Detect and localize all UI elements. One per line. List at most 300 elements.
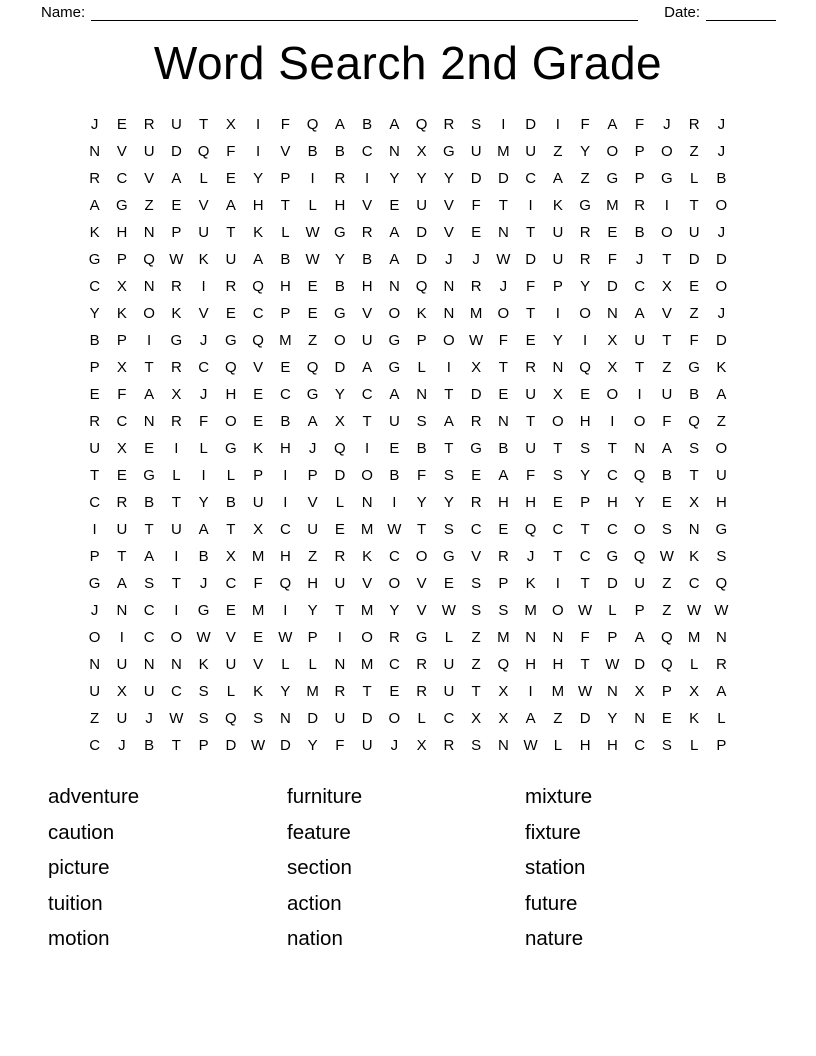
grid-letter: G: [197, 602, 210, 619]
grid-letter: N: [334, 656, 346, 673]
grid-letter: D: [470, 386, 482, 403]
grid-letter: R: [688, 116, 700, 133]
grid-letter: Q: [715, 575, 728, 592]
grid-letter: O: [225, 413, 237, 430]
grid-letter: X: [689, 494, 700, 511]
grid-letter: V: [362, 197, 373, 214]
grid-letter: W: [496, 251, 511, 268]
grid-letter: F: [580, 629, 590, 646]
grid-letter: D: [606, 575, 618, 592]
grid-letter: S: [471, 575, 482, 592]
grid-letter: R: [143, 116, 155, 133]
grid-letter: A: [225, 197, 236, 214]
grid-letter: P: [198, 737, 209, 754]
grid-letter: Z: [662, 575, 672, 592]
grid-letter: C: [388, 656, 400, 673]
grid-letter: E: [661, 710, 672, 727]
grid-letter: Y: [389, 602, 400, 619]
grid-letter: I: [256, 116, 261, 133]
grid-letter: C: [143, 629, 155, 646]
grid-letter: S: [552, 467, 563, 484]
grid-letter: B: [416, 440, 427, 457]
grid-letter: A: [443, 413, 454, 430]
grid-letter: P: [716, 737, 727, 754]
grid-letter: I: [610, 413, 615, 430]
grid-letter: O: [606, 386, 619, 403]
grid-letter: E: [661, 494, 672, 511]
grid-letter: M: [360, 656, 374, 673]
grid-letter: F: [226, 143, 236, 160]
grid-letter: L: [689, 737, 699, 754]
grid-row: [81, 570, 735, 597]
grid-letter: V: [198, 305, 209, 322]
grid-letter: X: [116, 359, 127, 376]
grid-letter: E: [225, 602, 236, 619]
grid-letter: Y: [307, 737, 318, 754]
grid-letter: T: [199, 116, 209, 133]
grid-letter: V: [144, 170, 155, 187]
grid-letter: L: [417, 710, 426, 727]
grid-letter: X: [225, 116, 236, 133]
date-blank-line: [706, 8, 776, 21]
grid-letter: I: [256, 143, 261, 160]
grid-letter: K: [253, 440, 264, 457]
grid-letter: X: [661, 278, 672, 295]
grid-letter: T: [280, 197, 290, 214]
grid-letter: K: [253, 224, 264, 241]
header: [41, 5, 776, 21]
grid-letter: T: [526, 224, 536, 241]
grid-letter: Q: [252, 332, 264, 349]
grid-row: [81, 516, 735, 543]
grid-letter: E: [443, 575, 454, 592]
grid-letter: A: [116, 575, 127, 592]
grid-letter: L: [172, 467, 181, 484]
word-list-item: action: [287, 891, 342, 915]
grid-letter: M: [251, 602, 265, 619]
grid-letter: B: [307, 143, 318, 160]
grid-letter: P: [171, 224, 182, 241]
grid-letter: Y: [552, 332, 563, 349]
grid-letter: A: [525, 710, 536, 727]
grid-letter: K: [116, 305, 127, 322]
grid-letter: G: [470, 440, 482, 457]
grid-letter: L: [226, 467, 236, 484]
grid-letter: K: [525, 575, 536, 592]
grid-letter: G: [388, 332, 401, 349]
grid-letter: O: [88, 629, 101, 646]
grid-letter: L: [553, 737, 563, 754]
grid-letter: A: [144, 548, 155, 565]
grid-letter: S: [144, 575, 155, 592]
grid-letter: P: [607, 629, 618, 646]
grid-letter: O: [361, 629, 373, 646]
grid-letter: P: [89, 359, 100, 376]
grid-letter: I: [337, 629, 342, 646]
grid-letter: W: [305, 224, 320, 241]
grid-letter: D: [715, 251, 727, 268]
grid-letter: Y: [443, 170, 454, 187]
grid-letter: A: [389, 251, 400, 268]
grid-letter: P: [280, 170, 291, 187]
grid-letter: B: [280, 251, 291, 268]
grid-letter: O: [715, 440, 728, 457]
grid-letter: A: [389, 224, 400, 241]
grid-letter: U: [252, 494, 264, 511]
grid-letter: A: [389, 386, 400, 403]
grid-letter: I: [555, 575, 560, 592]
grid-letter: M: [497, 629, 510, 646]
grid-letter: N: [89, 143, 101, 160]
grid-letter: Y: [607, 710, 618, 727]
grid-letter: C: [470, 521, 482, 538]
grid-letter: U: [388, 413, 400, 430]
grid-letter: G: [306, 386, 319, 403]
grid-letter: R: [634, 197, 646, 214]
grid-letter: U: [89, 440, 101, 457]
grid-letter: N: [606, 305, 618, 322]
grid-letter: T: [689, 467, 699, 484]
grid-letter: G: [116, 197, 128, 214]
grid-letter: Y: [89, 305, 100, 322]
grid-letter: E: [580, 386, 591, 403]
grid-letter: N: [143, 656, 155, 673]
grid-letter: V: [443, 197, 454, 214]
grid-letter: D: [525, 251, 537, 268]
grid-letter: T: [607, 440, 617, 457]
grid-letter: J: [199, 575, 208, 592]
name-blank-line: [91, 8, 638, 21]
grid-letter: V: [253, 359, 264, 376]
grid-letter: G: [334, 305, 346, 322]
grid-letter: Y: [416, 170, 427, 187]
grid-letter: B: [334, 143, 345, 160]
grid-letter: B: [362, 251, 373, 268]
grid-letter: E: [552, 494, 563, 511]
grid-letter: K: [198, 656, 209, 673]
grid-letter: B: [689, 386, 700, 403]
grid-letter: P: [634, 602, 645, 619]
grid-letter: F: [580, 116, 590, 133]
grid-letter: F: [662, 413, 672, 430]
grid-letter: B: [661, 467, 672, 484]
grid-letter: X: [552, 386, 563, 403]
grid-letter: X: [471, 359, 482, 376]
grid-row: [81, 354, 735, 381]
grid-letter: P: [89, 548, 100, 565]
grid-letter: U: [116, 710, 128, 727]
grid-letter: D: [579, 710, 591, 727]
grid-letter: X: [171, 386, 182, 403]
grid-row: [81, 381, 735, 408]
grid-letter: U: [443, 683, 455, 700]
grid-letter: T: [362, 413, 372, 430]
grid-row: [81, 651, 735, 678]
grid-letter: M: [524, 602, 537, 619]
grid-letter: X: [471, 710, 482, 727]
grid-letter: L: [199, 440, 208, 457]
grid-letter: V: [471, 548, 482, 565]
grid-letter: J: [717, 116, 726, 133]
grid-letter: X: [689, 683, 700, 700]
grid-letter: A: [607, 116, 618, 133]
grid-letter: R: [89, 413, 101, 430]
grid-letter: L: [308, 656, 317, 673]
grid-letter: A: [198, 521, 209, 538]
grid-letter: N: [606, 683, 618, 700]
grid-letter: Z: [308, 332, 318, 349]
grid-letter: Z: [580, 170, 590, 187]
grid-letter: C: [143, 602, 155, 619]
grid-letter: B: [89, 332, 100, 349]
grid-letter: X: [116, 683, 127, 700]
grid-letter: G: [88, 575, 101, 592]
grid-letter: Y: [416, 494, 427, 511]
grid-letter: D: [307, 710, 319, 727]
grid-letter: S: [716, 548, 727, 565]
word-list-item: mixture: [525, 785, 593, 808]
grid-letter: W: [659, 548, 674, 565]
grid-letter: C: [116, 413, 128, 430]
grid-row: [81, 192, 735, 219]
grid-letter: U: [170, 116, 182, 133]
grid-letter: I: [174, 440, 179, 457]
grid-letter: D: [634, 656, 646, 673]
grid-letter: T: [471, 683, 481, 700]
grid-letter: V: [280, 143, 291, 160]
grid-letter: H: [579, 737, 591, 754]
word-list: [48, 779, 776, 957]
grid-letter: U: [116, 521, 128, 538]
grid-letter: U: [470, 143, 482, 160]
grid-letter: E: [689, 278, 700, 295]
grid-letter: I: [446, 359, 451, 376]
grid-letter: Z: [471, 656, 481, 673]
grid-letter: Q: [306, 359, 319, 376]
grid-letter: Y: [334, 251, 345, 268]
grid-letter: N: [497, 224, 509, 241]
grid-letter: O: [415, 548, 428, 565]
grid-letter: X: [607, 332, 618, 349]
grid-letter: Y: [580, 467, 591, 484]
grid-letter: S: [580, 440, 591, 457]
grid-letter: X: [334, 413, 345, 430]
grid-letter: X: [607, 359, 618, 376]
grid-letter: T: [553, 548, 563, 565]
grid-row: [81, 678, 735, 705]
page-title: Word Search 2nd Grade: [153, 37, 663, 89]
grid-letter: H: [334, 197, 346, 214]
grid-letter: R: [170, 413, 182, 430]
grid-letter: Z: [144, 197, 154, 214]
grid-letter: O: [552, 602, 564, 619]
grid-letter: C: [525, 170, 537, 187]
grid-letter: E: [89, 386, 100, 403]
grid-letter: T: [580, 521, 590, 538]
grid-letter: U: [143, 143, 155, 160]
word-list-item: feature: [287, 820, 351, 844]
grid-letter: R: [89, 170, 101, 187]
grid-letter: I: [201, 467, 206, 484]
grid-letter: F: [526, 278, 536, 295]
grid-letter: T: [689, 197, 699, 214]
grid-letter: N: [715, 629, 727, 646]
grid-letter: H: [715, 494, 727, 511]
grid-letter: U: [307, 521, 319, 538]
grid-letter: A: [634, 629, 645, 646]
grid-letter: R: [470, 413, 482, 430]
grid-letter: I: [528, 197, 533, 214]
grid-letter: C: [198, 359, 210, 376]
grid-letter: W: [387, 521, 402, 538]
grid-letter: X: [253, 521, 264, 538]
grid-letter: E: [498, 386, 509, 403]
grid-letter: Q: [579, 359, 591, 376]
grid-letter: P: [116, 251, 127, 268]
grid-letter: V: [661, 305, 672, 322]
grid-letter: U: [334, 710, 346, 727]
grid-row: [81, 327, 735, 354]
grid-letter: N: [552, 629, 564, 646]
grid-letter: H: [552, 656, 564, 673]
grid-letter: G: [334, 224, 346, 241]
grid-letter: U: [525, 440, 537, 457]
grid-letter: K: [416, 305, 427, 322]
grid-letter: A: [307, 413, 318, 430]
grid-letter: R: [579, 224, 591, 241]
grid-letter: A: [389, 116, 400, 133]
grid-letter: U: [661, 386, 673, 403]
grid-letter: A: [498, 467, 509, 484]
grid-letter: K: [253, 683, 264, 700]
grid-letter: R: [416, 683, 428, 700]
grid-row: [81, 705, 735, 732]
grid-letter: U: [525, 143, 537, 160]
grid-letter: W: [469, 332, 484, 349]
grid-letter: C: [225, 575, 237, 592]
grid-letter: I: [637, 386, 642, 403]
grid-letter: Y: [280, 683, 291, 700]
grid-letter: F: [117, 386, 127, 403]
word-list-item: motion: [48, 927, 110, 951]
grid-letter: O: [170, 629, 183, 646]
grid-letter: S: [198, 710, 209, 727]
grid-letter: S: [689, 440, 700, 457]
grid-letter: I: [583, 332, 588, 349]
grid-letter: V: [116, 143, 127, 160]
grid-letter: V: [198, 197, 209, 214]
grid-letter: J: [90, 602, 99, 619]
grid-letter: X: [225, 548, 236, 565]
grid-letter: S: [471, 116, 482, 133]
grid-letter: H: [497, 494, 509, 511]
grid-letter: J: [90, 116, 99, 133]
grid-letter: Y: [389, 170, 400, 187]
grid-letter: J: [145, 710, 153, 727]
grid-letter: H: [307, 575, 319, 592]
grid-letter: Y: [634, 494, 645, 511]
grid-letter: U: [170, 521, 182, 538]
grid-letter: Q: [661, 629, 673, 646]
grid-letter: D: [334, 359, 346, 376]
grid-letter: R: [416, 656, 428, 673]
grid-letter: S: [443, 521, 454, 538]
grid-letter: E: [253, 413, 264, 430]
grid-letter: R: [334, 548, 346, 565]
grid-letter: Q: [661, 656, 673, 673]
grid-letter: L: [199, 170, 208, 187]
grid-letter: N: [688, 521, 700, 538]
grid-letter: J: [717, 143, 726, 160]
grid-letter: L: [717, 710, 726, 727]
grid-letter: E: [389, 683, 400, 700]
grid-letter: P: [307, 629, 318, 646]
grid-row: [81, 138, 735, 165]
grid-letter: B: [389, 467, 400, 484]
word-list-item: furniture: [287, 785, 363, 808]
grid-letter: O: [606, 143, 619, 160]
grid-letter: S: [198, 683, 209, 700]
grid-letter: X: [498, 683, 509, 700]
grid-row: [81, 219, 735, 246]
grid-letter: Q: [415, 278, 428, 295]
grid-letter: M: [497, 143, 510, 160]
grid-letter: O: [334, 332, 346, 349]
grid-letter: Z: [689, 305, 699, 322]
word-list-item: fixture: [525, 820, 581, 844]
grid-letter: Q: [252, 278, 264, 295]
grid-letter: G: [225, 332, 237, 349]
grid-letter: D: [606, 278, 618, 295]
word-list-item: picture: [48, 856, 110, 880]
grid-letter: D: [416, 224, 428, 241]
grid-letter: T: [171, 494, 181, 511]
grid-letter: T: [171, 575, 181, 592]
grid-letter: I: [501, 116, 506, 133]
grid-letter: L: [335, 494, 345, 511]
grid-letter: E: [307, 305, 318, 322]
grid-letter: K: [552, 197, 563, 214]
grid-letter: E: [253, 386, 264, 403]
grid-letter: V: [225, 629, 236, 646]
grid-letter: J: [717, 224, 726, 241]
grid-letter: A: [89, 197, 100, 214]
grid-letter: J: [445, 251, 453, 268]
grid-letter: R: [334, 170, 346, 187]
grid-letter: H: [279, 440, 291, 457]
grid-letter: Q: [633, 467, 646, 484]
grid-letter: S: [416, 413, 427, 430]
grid-letter: F: [635, 116, 645, 133]
grid-letter: A: [634, 305, 645, 322]
grid-letter: T: [144, 359, 154, 376]
grid-letter: E: [498, 521, 509, 538]
grid-letter: X: [416, 143, 427, 160]
grid-letter: C: [606, 521, 618, 538]
grid-letter: F: [417, 467, 427, 484]
grid-letter: H: [606, 737, 618, 754]
grid-letter: J: [390, 737, 399, 754]
word-list-column: [287, 779, 525, 957]
grid-letter: I: [664, 197, 669, 214]
grid-letter: U: [361, 737, 373, 754]
grid-letter: U: [552, 224, 564, 241]
grid-letter: R: [525, 359, 537, 376]
grid-letter: G: [88, 251, 101, 268]
date-label: Date:: [664, 4, 700, 21]
grid-letter: C: [634, 278, 646, 295]
grid-row: [81, 273, 735, 300]
